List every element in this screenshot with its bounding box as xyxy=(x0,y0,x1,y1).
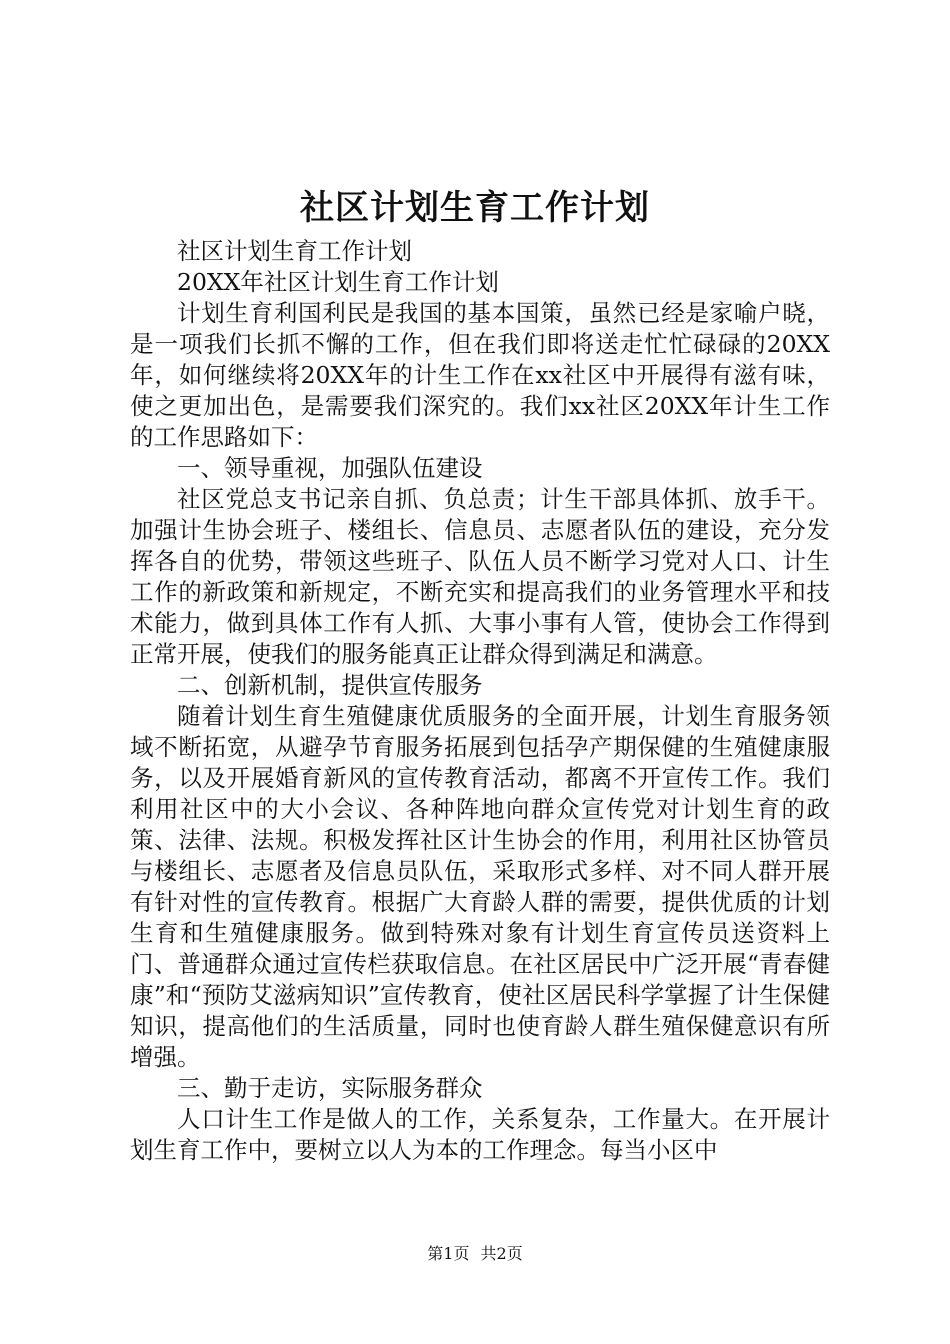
paragraph-section-3: 人口计生工作是做人的工作，关系复杂，工作量大。在开展计划生育工作中，要树立以人为本的工作理念。每当小区中 xyxy=(130,1105,830,1164)
paragraph-section-2: 随着计划生育生殖健康优质服务的全面开展，计划生育服务领域不断拓宽，从避孕节育服务拓展到包括孕产期保健的生殖健康服务，以及开展婚育新风的宣传教育活动，都离不开宣传工作。我们利用社区中的大小会议、各种阵地向群众宣传党对计划生育的政策、法律、法规。积极发挥社区计生协会的作用，利用社区协管员与楼组长、志愿者及信息员队伍，采取形式多样、对不同人群开展有针对性的宣传教育。根据广大育龄人群的需要，提供优质的计划生育和生殖健康服务。做到特殊对象有计划生育宣传员送资料上门、普通群众通过宣传栏获取信息。在社区居民中广泛开展“青春健康”和“预防艾滋病知识”宣传教育，使社区居民科学掌握了计生保健知识，提高他们的生活质量，同时也使育龄人群生殖保健意识有所增强。 xyxy=(130,702,830,1071)
document-body xyxy=(130,236,830,1166)
page-number-total: 共2页 xyxy=(480,1244,523,1263)
section-heading-2: 二、创新机制，提供宣传服务 xyxy=(177,671,483,699)
section-heading-3: 三、勤于走访，实际服务群众 xyxy=(177,1074,483,1102)
paragraph-subtitle: 社区计划生育工作计划 xyxy=(177,237,412,265)
paragraph-intro: 计划生育利国利民是我国的基本国策，虽然已经是家喻户晓，是一项我们长抓不懈的工作，但在我们即将送走忙忙碌碌的20XX年，如何继续将20XX年的计生工作在xx社区中开展得有滋有味，使之更加出色，是需要我们深究的。我们xx社区20XX年计生工作的工作思路如下： xyxy=(130,299,830,451)
paragraph-section-1: 社区党总支书记亲自抓、负总责；计生干部具体抓、放手干。加强计生协会班子、楼组长、信息员、志愿者队伍的建设，充分发挥各自的优势，带领这些班子、队伍人员不断学习党对人口、计生工作的新政策和新规定，不断充实和提高我们的业务管理水平和技术能力，做到具体工作有人抓、大事小事有人管，使协会工作得到正常开展，使我们的服务能真正让群众得到满足和满意。 xyxy=(130,485,830,668)
paragraph-year-title: 20XX年社区计划生育工作计划 xyxy=(177,268,499,296)
section-heading-1: 一、领导重视，加强队伍建设 xyxy=(177,454,483,482)
page-number-current: 第1页 xyxy=(427,1244,470,1263)
document-title: 社区计划生育工作计划 xyxy=(300,188,650,228)
page-footer xyxy=(0,1244,950,1264)
